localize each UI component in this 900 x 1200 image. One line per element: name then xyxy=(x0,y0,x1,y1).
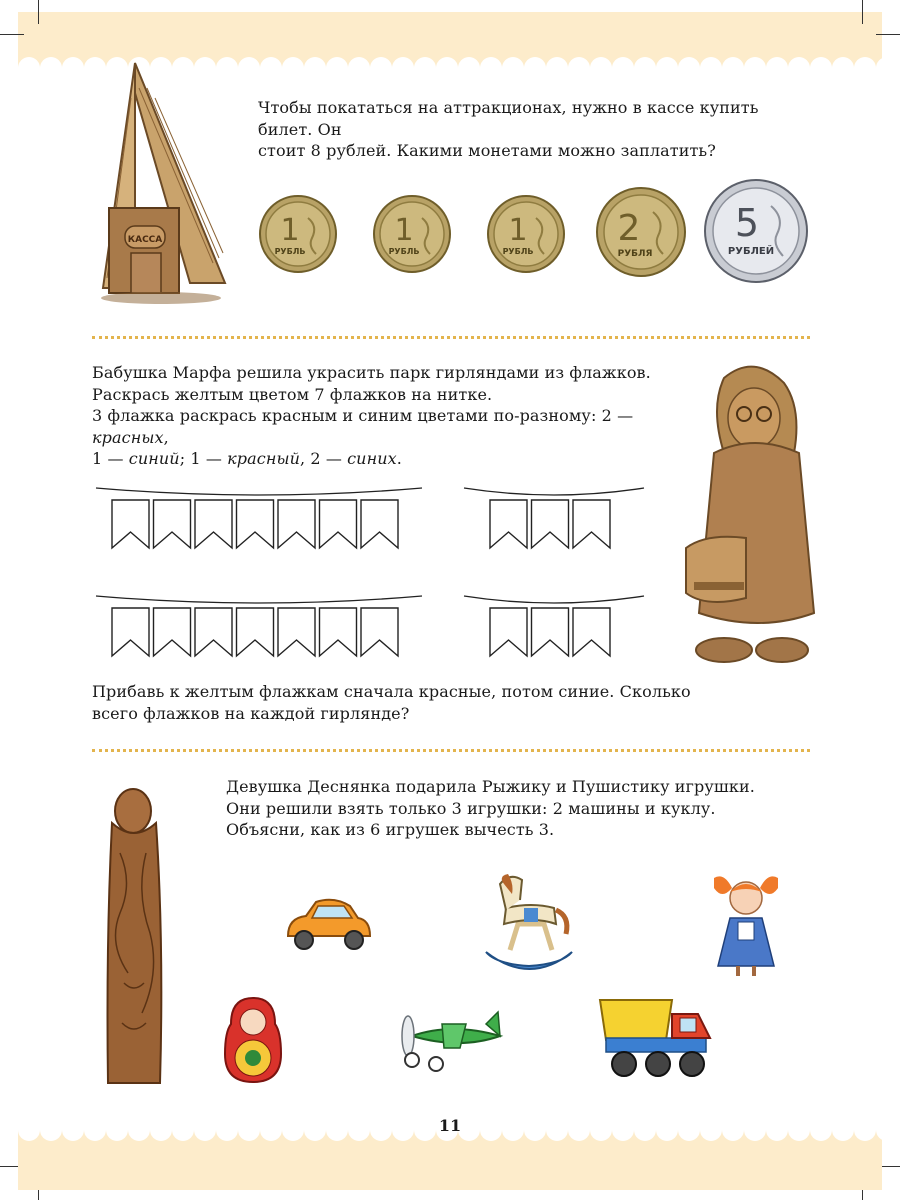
coin-1-ruble-icon xyxy=(372,194,452,274)
garland-flag[interactable] xyxy=(237,608,274,656)
garland-flag[interactable] xyxy=(237,500,274,548)
section1-text xyxy=(258,97,818,162)
text-italic: красных xyxy=(92,427,164,447)
garland-flag[interactable] xyxy=(361,608,398,656)
garland-flag[interactable] xyxy=(195,608,232,656)
kiosk-sign: КАССА xyxy=(127,235,163,245)
garland-string xyxy=(464,596,644,603)
section2-question xyxy=(92,681,692,724)
garland-flag[interactable] xyxy=(320,500,357,548)
garland-flag[interactable] xyxy=(154,608,191,656)
garlands-area xyxy=(92,478,652,668)
coin-unit: РУБЛЬ xyxy=(274,247,306,256)
toy-plane-icon xyxy=(392,1006,504,1076)
garland-flag[interactable] xyxy=(278,500,315,548)
doll-icon xyxy=(712,870,780,980)
text-line: Бабушка Марфа решила украсить парк гирляндами из флажков. xyxy=(92,363,651,382)
crop-mark xyxy=(876,34,900,35)
coin-1-ruble-icon xyxy=(258,194,338,274)
crop-mark xyxy=(0,34,24,35)
coin-value: 5 xyxy=(734,201,760,245)
coin-unit: РУБЛЯ xyxy=(617,249,653,259)
garland-flag[interactable] xyxy=(361,500,398,548)
text-italic: синих xyxy=(347,449,397,468)
text-segment: 3 флажка раскрась красным и синим цветами по-разному: 2 — xyxy=(92,406,634,425)
section-divider xyxy=(92,336,810,339)
garland-flag[interactable] xyxy=(573,608,610,656)
coin-1-ruble-icon xyxy=(486,194,566,274)
section-divider xyxy=(92,749,810,752)
text-line: всего флажков на каждой гирлянде? xyxy=(92,703,410,723)
garland-flag[interactable] xyxy=(195,500,232,548)
garland-flag[interactable] xyxy=(154,500,191,548)
text-segment: ; 1 — xyxy=(179,449,228,468)
coin-unit: РУБЛЕЙ xyxy=(727,246,775,257)
text-line xyxy=(92,448,692,470)
text-segment: , xyxy=(163,427,169,447)
garland-flag[interactable] xyxy=(278,608,315,656)
garland-flag[interactable] xyxy=(532,500,569,548)
text-segment: , 2 — xyxy=(300,449,348,468)
crop-mark xyxy=(862,0,863,24)
text-italic: синий xyxy=(128,449,180,468)
crop-mark xyxy=(38,0,39,24)
text-line: стоит 8 рублей. Какими монетами можно заплатить? xyxy=(258,141,716,160)
coin-value: 1 xyxy=(280,213,300,248)
text-line xyxy=(92,405,692,448)
garland-string xyxy=(96,596,422,603)
garland-flag[interactable] xyxy=(573,500,610,548)
section3-text xyxy=(226,776,786,841)
coin-value: 1 xyxy=(508,213,528,248)
garland-flag[interactable] xyxy=(532,608,569,656)
page-number: 11 xyxy=(438,1116,462,1135)
coin-unit: РУБЛЬ xyxy=(388,247,420,256)
text-line: Девушка Деснянка подарила Рыжику и Пушистику игрушки. xyxy=(226,777,755,796)
grandmother-statue-illustration xyxy=(684,358,822,670)
text-segment: . xyxy=(396,449,402,468)
rocking-horse-icon xyxy=(484,872,574,976)
coin-5-ruble-icon xyxy=(703,178,809,284)
carved-maiden-illustration xyxy=(100,783,166,1093)
toy-dump-truck-icon xyxy=(598,994,714,1084)
text-line: Они решили взять только 3 игрушки: 2 машины и куклу. xyxy=(226,798,716,818)
garland-flag[interactable] xyxy=(490,500,527,548)
coin-value: 2 xyxy=(617,208,641,249)
text-italic: красный xyxy=(227,449,300,468)
toy-car-icon xyxy=(282,896,374,956)
section2-text xyxy=(92,362,692,470)
coin-value: 1 xyxy=(394,213,414,248)
text-line: Раскрась желтым цветом 7 флажков на нитке. xyxy=(92,384,493,404)
matryoshka-icon xyxy=(224,996,282,1084)
kiosk-hut-illustration xyxy=(95,58,230,308)
text-line: Прибавь к желтым флажкам сначала красные, потом синие. Сколько xyxy=(92,682,691,701)
coin-2-ruble-icon xyxy=(595,186,687,278)
coin-unit: РУБЛЬ xyxy=(502,247,534,256)
text-line: Объясни, как из 6 игрушек вычесть 3. xyxy=(226,820,555,839)
garland-string xyxy=(464,488,644,495)
garland-flag[interactable] xyxy=(320,608,357,656)
garland-flag[interactable] xyxy=(490,608,527,656)
garland-flag[interactable] xyxy=(112,500,149,548)
garland-flag[interactable] xyxy=(112,608,149,656)
text-segment: 1 — xyxy=(92,449,129,468)
text-line: Чтобы покататься на аттракционах, нужно в кассе купить билет. Он xyxy=(258,98,759,139)
garland-string xyxy=(96,488,422,495)
